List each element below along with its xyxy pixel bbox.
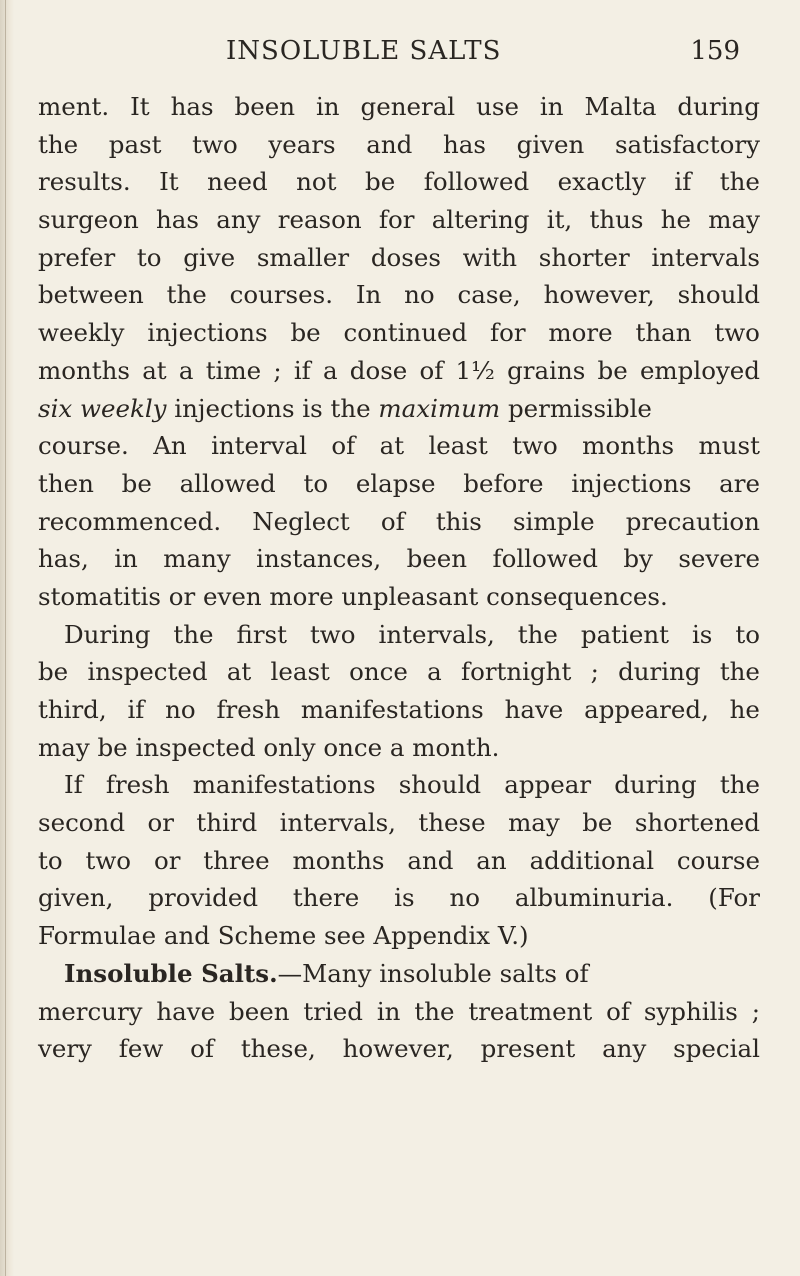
- word: may: [508, 808, 560, 838]
- word: satisfactory: [614, 129, 760, 159]
- word: there: [292, 883, 360, 913]
- word: fortnight: [461, 657, 572, 687]
- word: give: [183, 242, 236, 272]
- text-line: [38, 503, 760, 541]
- word: 1½: [455, 355, 495, 385]
- word: have: [504, 695, 564, 724]
- word: any: [602, 1034, 647, 1064]
- text-line: [38, 465, 760, 503]
- word: ment.: [38, 92, 110, 121]
- word: employed: [639, 355, 760, 385]
- word: fresh: [105, 770, 170, 800]
- word: reason: [277, 205, 362, 235]
- word: simple: [512, 506, 595, 536]
- word: special: [673, 1034, 760, 1064]
- word: interval: [211, 431, 308, 461]
- word: Neglect: [252, 506, 350, 536]
- word: Malta: [584, 92, 657, 121]
- word: recommenced.: [38, 506, 222, 536]
- word: elapse: [355, 468, 436, 498]
- page-edge-line: [5, 0, 6, 1276]
- word: two: [309, 619, 356, 649]
- text-line: may be inspected only once a month.: [38, 732, 500, 762]
- word: allowed: [179, 468, 276, 498]
- text-line: [38, 842, 760, 880]
- word: additional: [529, 845, 655, 875]
- word: are: [719, 468, 760, 498]
- word: then: [38, 468, 94, 498]
- word: few: [118, 1034, 164, 1064]
- word: tried: [303, 996, 363, 1026]
- word: syphilis: [643, 996, 738, 1026]
- text-line: [38, 540, 760, 578]
- word: results.: [38, 167, 131, 197]
- word: albuminuria.: [514, 883, 674, 913]
- word: the: [719, 770, 760, 800]
- word: and: [407, 845, 454, 875]
- text-line: [38, 88, 760, 126]
- word: very: [38, 1034, 92, 1064]
- word: mercury: [38, 996, 143, 1026]
- word: may: [708, 205, 760, 235]
- word: an: [476, 845, 507, 875]
- page-gutter: [0, 0, 14, 1276]
- word: between: [38, 280, 144, 310]
- word: An: [153, 431, 187, 461]
- word: least: [428, 431, 488, 461]
- text-line: stomatitis or even more unpleasant consequences.: [38, 581, 668, 611]
- text-line: [38, 804, 760, 842]
- italic-phrase: maximum: [378, 393, 501, 423]
- word: the: [719, 657, 760, 687]
- word: In: [355, 280, 382, 310]
- word: a: [322, 355, 338, 385]
- word: intervals: [651, 242, 760, 272]
- word: with: [462, 242, 518, 272]
- word: It: [159, 167, 179, 197]
- word: It: [130, 92, 150, 121]
- text-line: [38, 1030, 760, 1068]
- text-run: —Many insoluble salts of: [277, 958, 589, 988]
- word: case,: [457, 280, 521, 310]
- word: however,: [342, 1034, 454, 1064]
- word: been: [229, 996, 290, 1026]
- word: if: [127, 695, 145, 724]
- word: given,: [38, 883, 114, 913]
- word: many: [163, 544, 231, 574]
- word: the: [517, 619, 558, 649]
- word: be: [365, 167, 396, 197]
- word: If: [64, 770, 83, 800]
- word: to: [38, 845, 63, 875]
- word: course.: [38, 431, 129, 461]
- word: During: [64, 619, 151, 649]
- word: general: [360, 92, 456, 121]
- word: surgeon: [38, 205, 139, 235]
- word: at: [379, 431, 405, 461]
- word: two: [85, 845, 132, 875]
- word: ;: [273, 355, 282, 385]
- word: a: [427, 657, 442, 687]
- word: no: [165, 695, 196, 724]
- word: two: [714, 318, 760, 348]
- word: weekly: [38, 318, 125, 348]
- text-line: [38, 239, 760, 277]
- word: be: [121, 468, 152, 498]
- word: of: [190, 1034, 214, 1064]
- word: severe: [678, 544, 760, 574]
- word: followed: [492, 544, 598, 574]
- word: present: [480, 1034, 576, 1064]
- word: during: [618, 657, 701, 687]
- word: courses.: [229, 280, 333, 310]
- text-line: [38, 276, 760, 314]
- word: the: [719, 167, 760, 197]
- word: doses: [370, 242, 441, 272]
- word: continued: [343, 318, 468, 348]
- word: for: [490, 318, 526, 348]
- word: given: [516, 129, 585, 159]
- text-line: [38, 766, 760, 804]
- section-heading-line: [38, 955, 760, 993]
- word: shorter: [538, 242, 630, 272]
- word: at: [142, 355, 167, 385]
- word: been: [406, 544, 468, 574]
- word: the: [414, 996, 455, 1026]
- text-line: [38, 993, 760, 1031]
- word: to: [303, 468, 329, 498]
- word: and: [366, 129, 413, 159]
- word: or: [153, 845, 181, 875]
- text-run: injections is the: [166, 393, 379, 423]
- word: it,: [546, 205, 573, 235]
- word: must: [698, 431, 760, 461]
- text-line: [38, 691, 760, 729]
- word: appeared,: [584, 695, 709, 724]
- word: if: [674, 167, 692, 197]
- word: in: [539, 92, 564, 121]
- body-text: [38, 88, 760, 1068]
- word: two: [512, 431, 558, 461]
- word: should: [677, 280, 760, 310]
- word: any: [216, 205, 261, 235]
- word: he: [729, 695, 760, 724]
- word: injections: [147, 318, 268, 348]
- word: to: [136, 242, 162, 272]
- word: before: [463, 468, 544, 498]
- word: for: [378, 205, 415, 235]
- text-line: [38, 126, 760, 164]
- word: has: [156, 205, 199, 235]
- word: intervals,: [279, 808, 396, 838]
- text-line: [38, 201, 760, 239]
- word: two: [192, 129, 238, 159]
- word: these,: [240, 1034, 316, 1064]
- word: second: [38, 808, 126, 838]
- word: the: [173, 619, 214, 649]
- word: or: [147, 808, 174, 838]
- word: patient: [580, 619, 669, 649]
- text-line: [38, 616, 760, 654]
- italic-phrase: six weekly: [38, 393, 167, 423]
- section-heading: Insoluble Salts.: [64, 958, 278, 988]
- word: should: [398, 770, 482, 800]
- word: ;: [751, 996, 760, 1026]
- word: (For: [708, 883, 760, 913]
- word: use: [476, 92, 519, 121]
- word: is: [691, 619, 713, 649]
- word: of: [419, 355, 444, 385]
- word: this: [435, 506, 482, 536]
- word: precaution: [625, 506, 760, 536]
- word: months: [292, 845, 385, 875]
- word: be: [582, 808, 613, 838]
- word: thus: [589, 205, 644, 235]
- word: have: [156, 996, 216, 1026]
- word: third,: [38, 695, 107, 724]
- word: grains: [507, 355, 586, 385]
- word: treatment: [468, 996, 593, 1026]
- text-line: Formulae and Scheme see Appendix V.): [38, 921, 529, 951]
- word: not: [296, 167, 337, 197]
- word: however,: [543, 280, 655, 310]
- word: has,: [38, 544, 89, 574]
- word: months: [38, 355, 130, 385]
- word: in: [114, 544, 138, 574]
- word: altering: [431, 205, 530, 235]
- word: he: [660, 205, 691, 235]
- word: course: [676, 845, 760, 875]
- word: time: [205, 355, 262, 385]
- word: to: [735, 619, 760, 649]
- text-line: [38, 352, 760, 390]
- word: no: [404, 280, 435, 310]
- word: past: [108, 129, 162, 159]
- word: be: [597, 355, 628, 385]
- word: once: [349, 657, 408, 687]
- word: months: [582, 431, 675, 461]
- word: in: [315, 92, 340, 121]
- word: in: [376, 996, 401, 1026]
- text-line: [38, 653, 760, 691]
- word: a: [178, 355, 194, 385]
- text-line: [38, 879, 760, 917]
- text-run: permissible: [500, 393, 652, 423]
- word: of: [380, 506, 405, 536]
- word: during: [614, 770, 697, 800]
- word: need: [207, 167, 268, 197]
- word: has: [170, 92, 214, 121]
- running-head: INSOLUBLE SALTS: [226, 36, 502, 66]
- text-line: [38, 163, 760, 201]
- word: manifestations: [300, 695, 484, 724]
- word: at: [226, 657, 252, 687]
- word: during: [677, 92, 760, 121]
- word: no: [449, 883, 480, 913]
- text-line-italic: [38, 390, 760, 428]
- word: smaller: [256, 242, 350, 272]
- word: than: [635, 318, 692, 348]
- page-number: 159: [690, 36, 740, 66]
- word: third: [196, 808, 258, 838]
- word: injections: [571, 468, 692, 498]
- word: first: [236, 619, 287, 649]
- word: these: [418, 808, 486, 838]
- word: ;: [590, 657, 599, 687]
- word: be: [38, 657, 69, 687]
- word: be: [290, 318, 321, 348]
- word: the: [166, 280, 207, 310]
- word: of: [606, 996, 630, 1026]
- word: exactly: [557, 167, 646, 197]
- word: fresh: [216, 695, 281, 724]
- word: the: [38, 129, 79, 159]
- word: three: [203, 845, 270, 875]
- word: shortened: [634, 808, 760, 838]
- word: if: [293, 355, 311, 385]
- word: inspected: [87, 657, 208, 687]
- word: dose: [349, 355, 408, 385]
- word: of: [331, 431, 356, 461]
- word: more: [548, 318, 613, 348]
- text-line: [38, 314, 760, 352]
- text-line: [38, 427, 760, 465]
- word: appear: [504, 770, 592, 800]
- word: has: [443, 129, 486, 159]
- word: is: [394, 883, 415, 913]
- word: by: [623, 544, 653, 574]
- word: intervals,: [378, 619, 495, 649]
- word: prefer: [38, 242, 116, 272]
- word: instances,: [256, 544, 382, 574]
- word: manifestations: [192, 770, 376, 800]
- word: followed: [423, 167, 530, 197]
- page-header: [36, 36, 760, 76]
- word: least: [270, 657, 330, 687]
- word: been: [234, 92, 295, 121]
- word: provided: [148, 883, 259, 913]
- word: years: [268, 129, 336, 159]
